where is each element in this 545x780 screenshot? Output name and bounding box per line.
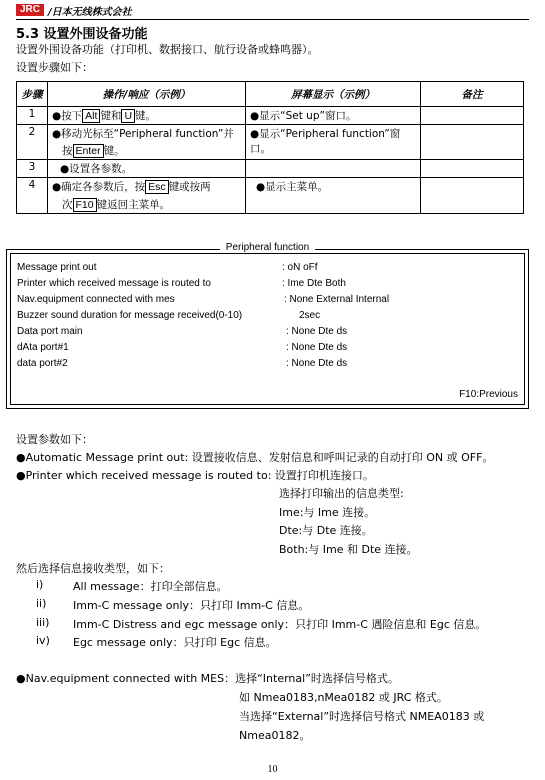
step-number: 3 bbox=[17, 160, 48, 178]
intro-line-2: 设置步骤如下： bbox=[16, 61, 93, 74]
step-operation bbox=[48, 125, 246, 160]
section-title: 5.3 设置外围设备功能 bbox=[16, 27, 148, 42]
setting-label-printer-route[interactable]: Printer which received message is routed to bbox=[17, 278, 211, 289]
then-select-text: 然后选择信息接收类型，如下： bbox=[16, 562, 170, 575]
setting-value-nav-equipment[interactable]: : None External Internal bbox=[284, 294, 390, 305]
step-display: ●显示“Set up”窗口。 bbox=[246, 107, 421, 125]
op-text: 次 bbox=[62, 199, 73, 211]
nav-equip-line2: 如 Nmea0183,nMea0182 或 JRC 格式。 bbox=[239, 691, 448, 704]
setting-value-data-port-1[interactable]: : None Dte ds bbox=[286, 342, 348, 353]
list-item-num: iii) bbox=[36, 616, 50, 629]
setting-value-message-print[interactable]: : oN oFf bbox=[282, 262, 318, 273]
list-item: Egc message only：只打印 Egc 信息。 bbox=[73, 636, 277, 649]
setting-label-nav-equipment[interactable]: Nav.equipment connected with mes bbox=[17, 294, 175, 305]
nav-equip-line3: 当选择“External”时选择信号格式 NMEA0183 或 bbox=[239, 710, 485, 723]
key-f10: F10 bbox=[73, 198, 97, 212]
step-number: 1 bbox=[17, 107, 48, 125]
step-operation bbox=[48, 178, 246, 214]
steps-table bbox=[16, 81, 524, 214]
op-text: 键和 bbox=[100, 110, 122, 122]
setting-value-data-port-main[interactable]: : None Dte ds bbox=[286, 326, 348, 337]
table-row bbox=[17, 160, 524, 178]
list-item-num: i) bbox=[36, 578, 44, 591]
op-text: ●按下 bbox=[52, 110, 83, 122]
jrc-logo: JRC bbox=[16, 4, 44, 16]
peripheral-function-window bbox=[6, 242, 529, 409]
list-item-num: ii) bbox=[36, 597, 47, 610]
list-item: All message：打印全部信息。 bbox=[73, 580, 228, 593]
key-esc: Esc bbox=[145, 180, 169, 194]
list-item: Imm-C Distress and egc message only：只打印 Imm-C 遇险信息和 Egc 信息。 bbox=[73, 618, 487, 631]
ime-option: Ime:与 Ime 连接。 bbox=[279, 506, 376, 519]
f10-previous[interactable]: F10:Previous bbox=[459, 389, 518, 400]
window-body bbox=[10, 253, 525, 405]
page-header bbox=[16, 3, 132, 17]
step-number: 4 bbox=[17, 178, 48, 214]
key-alt: Alt bbox=[82, 109, 100, 123]
header-operation: 操作/响应（示例） bbox=[48, 82, 246, 107]
setting-label-data-port-2[interactable]: data port#2 bbox=[17, 358, 68, 369]
setting-label-buzzer[interactable]: Buzzer sound duration for message received(0-10) bbox=[17, 310, 243, 321]
list-item: Imm-C message only：只打印 Imm-C 信息。 bbox=[73, 599, 310, 612]
auto-print-desc: ●Automatic Message print out: 设置接收信息、发射信息和呼叫记录的自动打印 ON 或 OFF。 bbox=[16, 451, 494, 464]
dte-option: Dte:与 Dte 连接。 bbox=[279, 524, 373, 537]
company-name: /日本无线株式会社 bbox=[48, 6, 132, 18]
list-item-num: iv) bbox=[36, 634, 50, 647]
window-title bbox=[7, 242, 528, 253]
op-text: 键或按两 bbox=[168, 181, 211, 193]
header-step: 步骤 bbox=[17, 82, 48, 107]
nav-equip-line4: Nmea0182。 bbox=[239, 729, 311, 742]
window-title-text: Peripheral function bbox=[220, 242, 315, 253]
intro-line-1: 设置外围设备功能（打印机、数据接口、航行设备或蜂鸣器）。 bbox=[16, 43, 319, 56]
nav-equip-desc: ●Nav.equipment connected with MES：选择“Internal”时选择信号格式。 bbox=[16, 672, 399, 685]
step-operation: ●设置各参数。 bbox=[48, 160, 246, 178]
header-remarks: 备注 bbox=[421, 82, 524, 107]
key-u: U bbox=[121, 109, 135, 123]
setting-value-data-port-2[interactable]: : None Dte ds bbox=[286, 358, 348, 369]
select-type-text: 选择打印输出的信息类型: bbox=[279, 487, 404, 500]
key-enter: Enter bbox=[73, 144, 104, 158]
step-display: ●显示“Peripheral function”窗口。 bbox=[246, 125, 421, 160]
table-row bbox=[17, 107, 524, 125]
step-display: ●显示主菜单。 bbox=[246, 178, 421, 214]
setting-value-printer-route[interactable]: : Ime Dte Both bbox=[282, 278, 346, 289]
setting-value-buzzer[interactable]: 2sec bbox=[299, 310, 321, 321]
op-text: 键。 bbox=[103, 145, 125, 157]
params-intro: 设置参数如下： bbox=[16, 433, 93, 446]
step-remarks bbox=[421, 107, 524, 125]
printer-route-desc: ●Printer which received message is routed to: 设置打印机连接口。 bbox=[16, 469, 374, 482]
step-display bbox=[246, 160, 421, 178]
step-remarks bbox=[421, 178, 524, 214]
step-operation bbox=[48, 107, 246, 125]
op-text: 键。 bbox=[135, 110, 157, 122]
op-text: 按 bbox=[62, 145, 73, 157]
setting-label-data-port-main[interactable]: Data port main bbox=[17, 326, 83, 337]
table-header-row bbox=[17, 82, 524, 107]
setting-label-data-port-1[interactable]: dAta port#1 bbox=[17, 342, 69, 353]
setting-label-message-print[interactable]: Message print out bbox=[17, 262, 97, 273]
page-number: 10 bbox=[267, 764, 278, 775]
step-remarks bbox=[421, 160, 524, 178]
header-display: 屏幕显示（示例） bbox=[246, 82, 421, 107]
op-text: 键返回主菜单。 bbox=[96, 199, 171, 211]
table-row bbox=[17, 125, 524, 160]
header-rule bbox=[16, 19, 529, 20]
table-row bbox=[17, 178, 524, 214]
op-text: ●移动光标至“Peripheral function”并 bbox=[52, 128, 234, 140]
both-option: Both:与 Ime 和 Dte 连接。 bbox=[279, 543, 418, 556]
step-remarks bbox=[421, 125, 524, 160]
op-text: ●确定各参数后，按 bbox=[52, 181, 146, 193]
step-number: 2 bbox=[17, 125, 48, 160]
